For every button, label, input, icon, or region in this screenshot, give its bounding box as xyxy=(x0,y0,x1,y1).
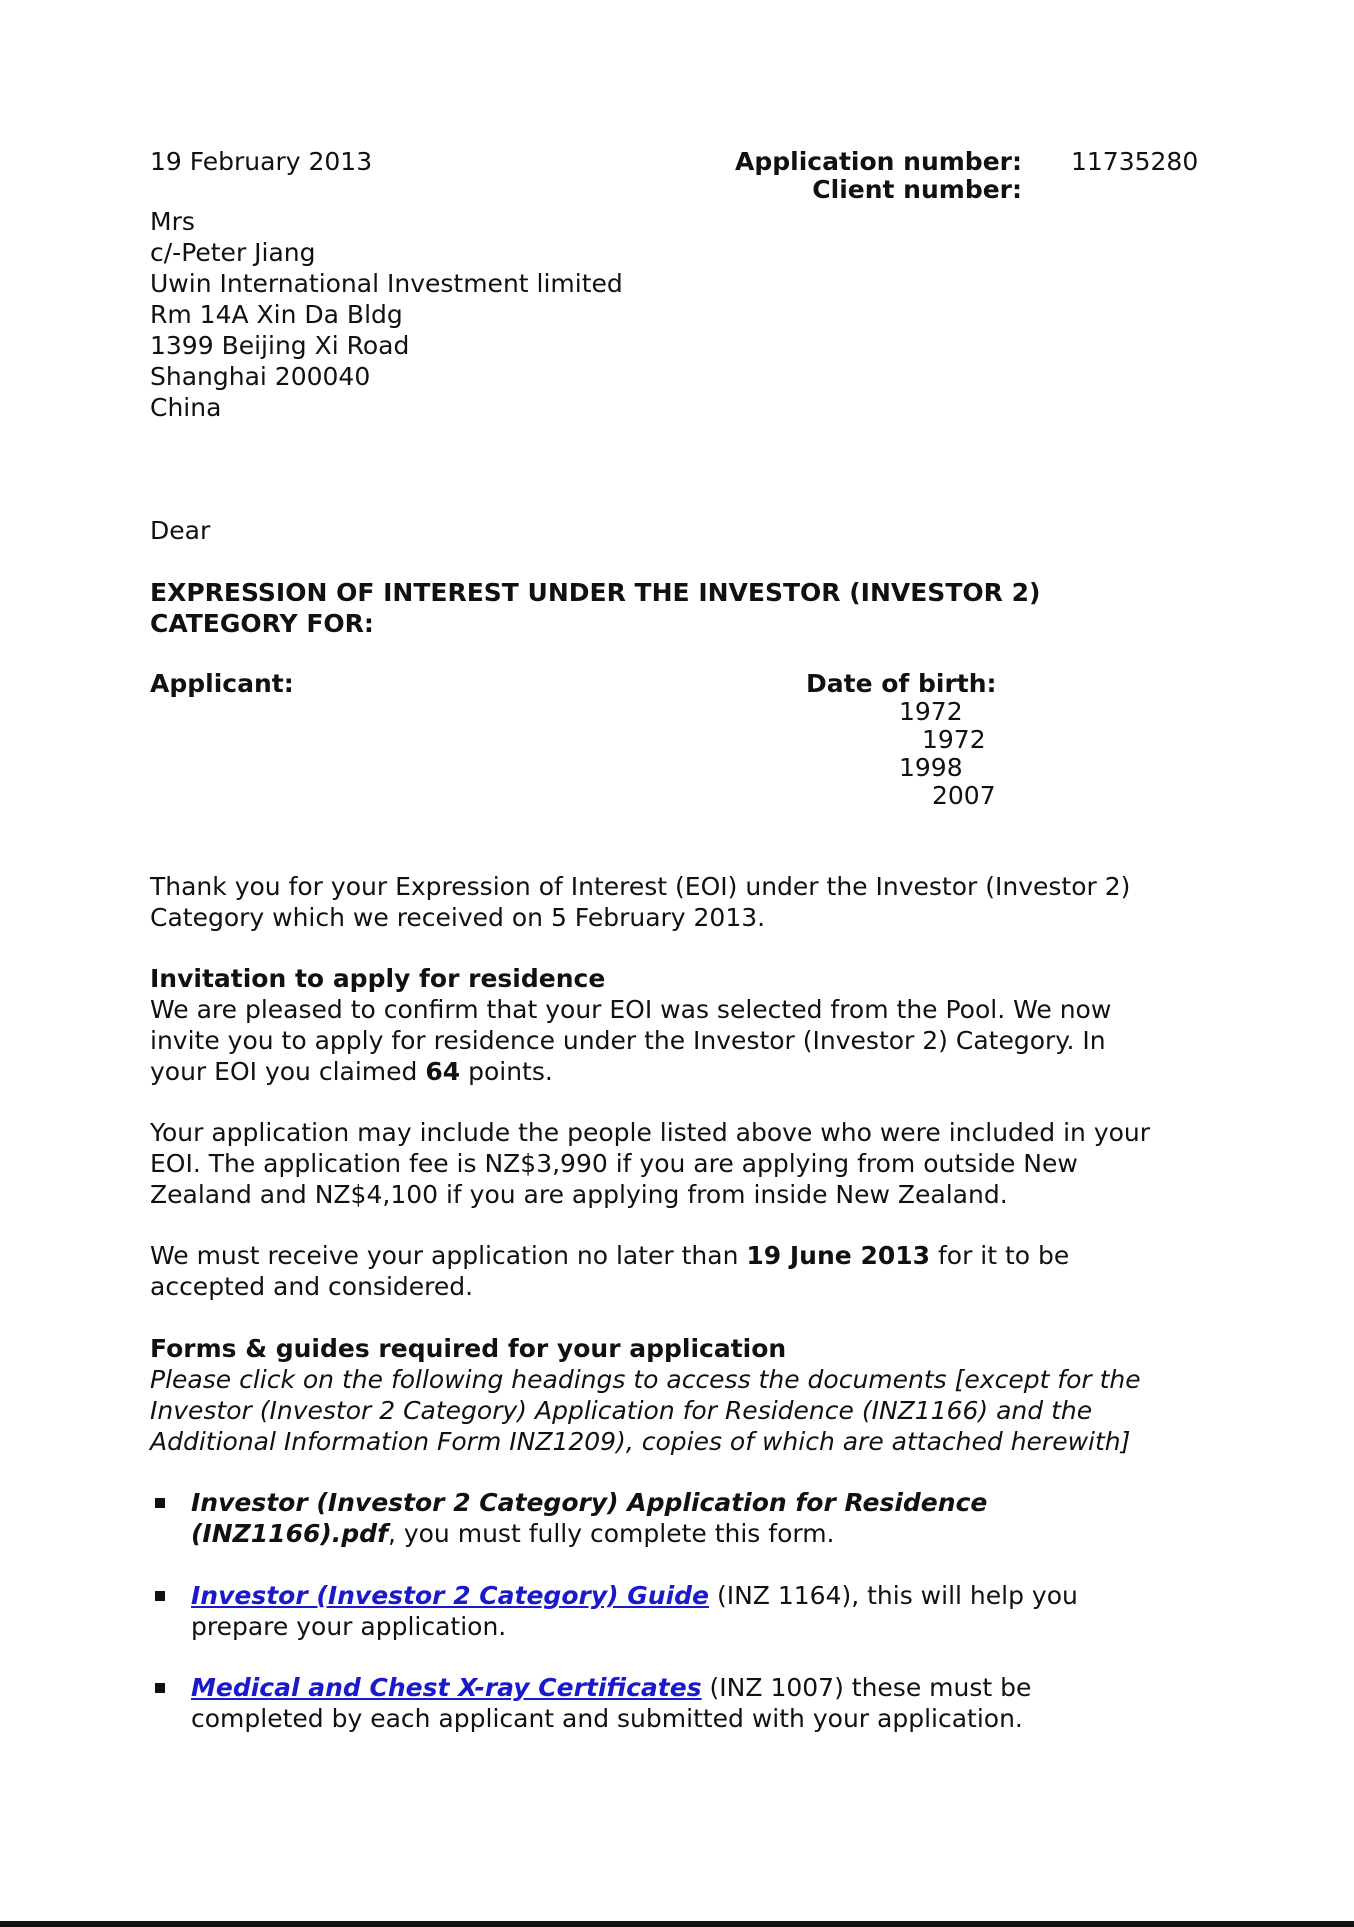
address-line: Mrs xyxy=(150,207,195,236)
address-line: 1399 Beijing Xi Road xyxy=(150,331,410,360)
birth-year: 1998 xyxy=(899,753,963,782)
birth-year: 2007 xyxy=(932,781,996,810)
address-line: Shanghai 200040 xyxy=(150,362,371,391)
list-item: Investor (Investor 2 Category) Application for Residence (INZ1166).pdf, you must fully complete this form. xyxy=(191,1487,1191,1549)
invitation-paragraph: We are pleased to confirm that your EOI was selected from the Pool. We now invite you to apply for residence under the Investor (Investor 2) Category. In your EOI you claimed 64 points. xyxy=(150,995,1112,1086)
page-bottom-border xyxy=(0,1921,1354,1927)
investor-guide-link[interactable]: Investor (Investor 2 Category) Guide xyxy=(191,1581,709,1610)
list-item: Medical and Chest X-ray Certificates (INZ 1007) these must be completed by each applicant and submitted with your application. xyxy=(191,1673,1032,1733)
list-item: Investor (Investor 2 Category) Guide (INZ 1164), this will help you prepare your application. xyxy=(191,1581,1078,1641)
forms-heading: Forms & guides required for your application xyxy=(150,1334,787,1363)
subject-line-1: EXPRESSION OF INTEREST UNDER THE INVESTOR (INVESTOR 2) xyxy=(150,578,1041,607)
medical-certificates-link[interactable]: Medical and Chest X-ray Certificates xyxy=(191,1673,702,1702)
invitation-heading: Invitation to apply for residence xyxy=(150,964,606,993)
bullet-icon xyxy=(155,1591,165,1601)
address-line: c/-Peter Jiang xyxy=(150,238,316,267)
applicant-label: Applicant: xyxy=(150,669,294,698)
client-number-label: Client number: xyxy=(812,175,1022,204)
date-of-birth-label: Date of birth: xyxy=(806,669,997,698)
deadline-paragraph: We must receive your application no later than 19 June 2013 for it to be accepted and considered. xyxy=(150,1241,1070,1301)
address-block xyxy=(150,206,623,423)
claimed-points: 64 xyxy=(425,1057,461,1086)
subject-line-2: CATEGORY FOR: xyxy=(150,609,374,638)
form-title: (INZ1166).pdf xyxy=(191,1519,388,1548)
application-number-value: 11735280 xyxy=(1071,147,1199,176)
fee-paragraph: Your application may include the people listed above who were included in your EOI. The application fee is NZ$3,990 if you are applying from outside New Zealand and NZ$4,100 if you are applying from inside New Zealand. xyxy=(150,1118,1151,1209)
application-number-label: Application number: xyxy=(735,147,1022,176)
deadline-date: 19 June 2013 xyxy=(746,1241,931,1270)
birth-year: 1972 xyxy=(922,725,986,754)
birth-year: 1972 xyxy=(899,697,963,726)
address-line: Uwin International Investment limited xyxy=(150,269,623,298)
subject-heading xyxy=(150,577,1040,639)
bullet-icon xyxy=(155,1683,165,1693)
address-line: Rm 14A Xin Da Bldg xyxy=(150,300,403,329)
form-title: Investor (Investor 2 Category) Application for Residence xyxy=(191,1488,988,1517)
letter-date: 19 February 2013 xyxy=(150,147,373,176)
intro-paragraph: Thank you for your Expression of Interest (EOI) under the Investor (Investor 2) Category which we received on 5 February 2013. xyxy=(150,872,1131,932)
forms-note: Please click on the following headings to access the documents [except for the Investor (Investor 2 Category) Application for Residence (INZ1166) and the Additional Information Form INZ1209), copies of which are attached herewith] xyxy=(150,1365,1141,1456)
bullet-icon xyxy=(155,1498,165,1508)
salutation: Dear xyxy=(150,516,211,545)
address-line: China xyxy=(150,393,222,422)
